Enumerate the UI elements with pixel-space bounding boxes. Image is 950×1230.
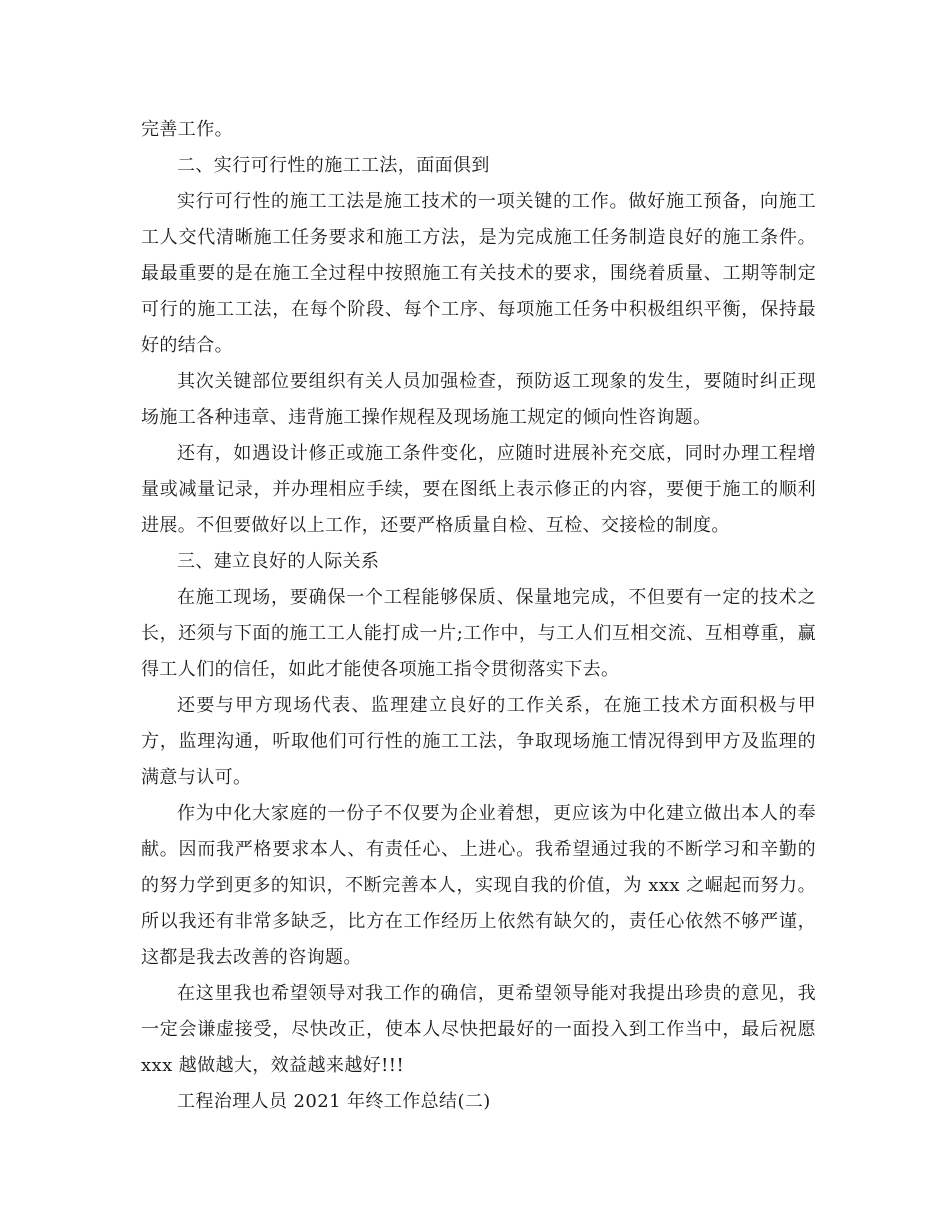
- paragraph: 实行可行性的施工工法是施工技术的一项关键的工作。做好施工预备，向施工工人交代清晰施工任务要求和施工方法，是为完成施工任务制造良好的施工条件。最最重要的是在施工全过程中按照施工有关技术的要求，围绕着质量、工期等制定可行的施工工法，在每个阶段、每个工序、每项施工任务中积极组织平衡，保持最好的结合。: [141, 191, 816, 356]
- paragraph: 还有，如遇设计修正或施工条件变化，应随时进展补充交底，同时办理工程增量或减量记录，并办理相应手续，要在图纸上表示修正的内容，要便于施工的顺利进展。不但要做好以上工作，还要严格质量自检、互检、交接检的制度。: [141, 443, 816, 536]
- section-heading-2: 二、实行可行性的施工工法，面面俱到: [177, 155, 490, 176]
- section-heading-3: 三、建立良好的人际关系: [177, 551, 380, 572]
- paragraph: 在施工现场，要确保一个工程能够保质、保量地完成，不但要有一定的技术之长，还须与下面的施工工人能打成一片;工作中，与工人们互相交流、互相尊重，赢得工人们的信任，如此才能使各项施工指令贯彻落实下去。: [141, 587, 816, 680]
- document-subtitle: 工程治理人员 2021 年终工作总结(二): [177, 1091, 491, 1112]
- paragraph: 其次关键部位要组织有关人员加强检查，预防返工现象的发生，要随时纠正现场施工各种违章、违背施工操作规程及现场施工规定的倾向性咨询题。: [141, 371, 816, 428]
- paragraph: 还要与甲方现场代表、监理建立良好的工作关系，在施工技术方面积极与甲方，监理沟通，听取他们可行性的施工工法，争取现场施工情况得到甲方及监理的满意与认可。: [141, 695, 816, 788]
- paragraph-continuation: 完善工作。: [141, 119, 233, 140]
- document-body: [141, 112, 816, 1120]
- paragraph: 作为中化大家庭的一份子不仅要为企业着想，更应该为中化建立做出本人的奉献。因而我严格要求本人、有责任心、上进心。我希望通过我的不断学习和辛勤的的努力学到更多的知识，不断完善本人，实现自我的价值，为 xxx 之崛起而努力。所以我还有非常多缺乏，比方在工作经历上依然有缺欠的，责任心依然不够严谨，这都是我去改善的咨询题。: [141, 803, 816, 968]
- paragraph: 在这里我也希望领导对我工作的确信，更希望领导能对我提出珍贵的意见，我一定会谦虚接受，尽快改正，使本人尽快把最好的一面投入到工作当中，最后祝愿 xxx 越做越大，效益越来越好!!!: [141, 983, 816, 1076]
